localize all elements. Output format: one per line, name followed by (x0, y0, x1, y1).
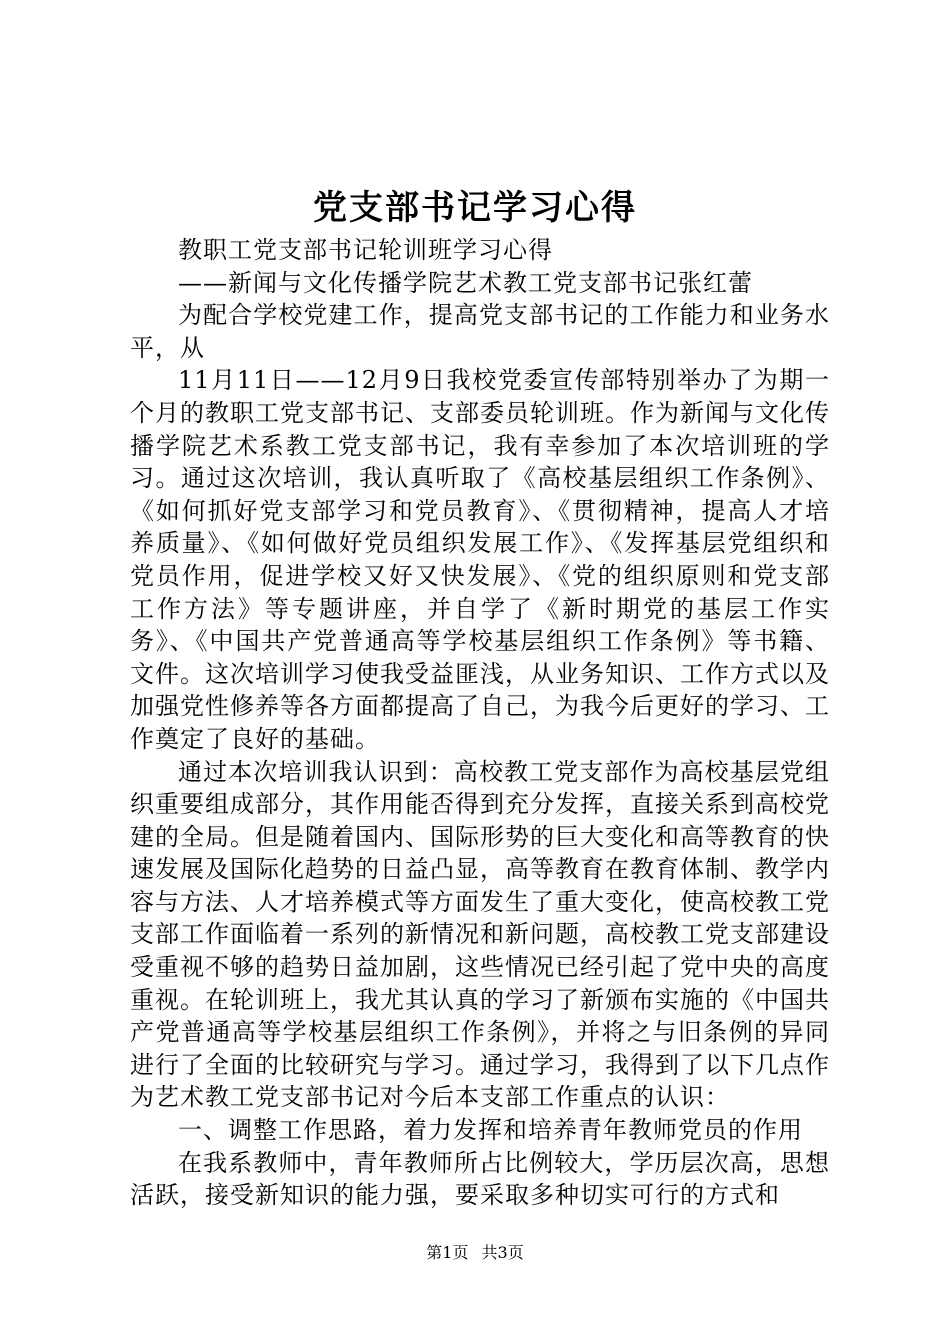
author-line: ——新闻与文化传播学院艺术教工党支部书记张红蕾 (178, 268, 753, 297)
body-paragraph: 为配合学校党建工作，提高党支部书记的工作能力和业务水平，从 (130, 301, 830, 362)
subtitle: 教职工党支部书记轮训班学习心得 (178, 236, 553, 264)
page-total: 共3页 (481, 1243, 524, 1262)
body-paragraph: 在我系教师中，青年教师所占比例较大，学历层次高，思想活跃，接受新知识的能力强，要采取多种切实可行的方式和 (130, 1148, 830, 1210)
document-body (130, 234, 830, 1212)
document-title: 党支部书记学习心得 (313, 188, 637, 228)
section-heading: 一、调整工作思路，着力发挥和培养青年教师党员的作用 (178, 1116, 803, 1145)
page-number: 第1页 (426, 1243, 469, 1262)
page-footer (0, 1243, 950, 1263)
body-paragraph: 11月11日——12月9日我校党委宣传部特别举办了为期一个月的教职工党支部书记、支部委员轮训班。作为新闻与文化传播学院艺术系教工党支部书记，我有幸参加了本次培训班的学习。通过这次培训，我认真听取了《高校基层组织工作条例》、《如何抓好党支部学习和党员教育》、《贯彻精神，提高人才培养质量》、《如何做好党员组织发展工作》、《发挥基层党组织和党员作用，促进学校又好又快发展》、《党的组织原则和党支部工作方法》等专题讲座，并自学了《新时期党的基层工作实务》、《中国共产党普通高等学校基层组织工作条例》等书籍、文件。这次培训学习使我受益匪浅，从业务知识、工作方式以及加强党性修养等各方面都提高了自己，为我今后更好的学习、工作奠定了良好的基础。 (130, 366, 830, 753)
body-paragraph: 通过本次培训我认识到：高校教工党支部作为高校基层党组织重要组成部分，其作用能否得到充分发挥，直接关系到高校党建的全局。但是随着国内、国际形势的巨大变化和高等教育的快速发展及国际化趋势的日益凸显，高等教育在教育体制、教学内容与方法、人才培养模式等方面发生了重大变化，使高校教工党支部工作面临着一系列的新情况和新问题，高校教工党支部建设受重视不够的趋势日益加剧，这些情况已经引起了党中央的高度重视。在轮训班上，我尤其认真的学习了新颁布实施的《中国共产党普通高等学校基层组织工作条例》，并将之与旧条例的异同进行了全面的比较研究与学习。通过学习，我得到了以下几点作为艺术教工党支部书记对今后本支部工作重点的认识： (130, 757, 830, 1112)
